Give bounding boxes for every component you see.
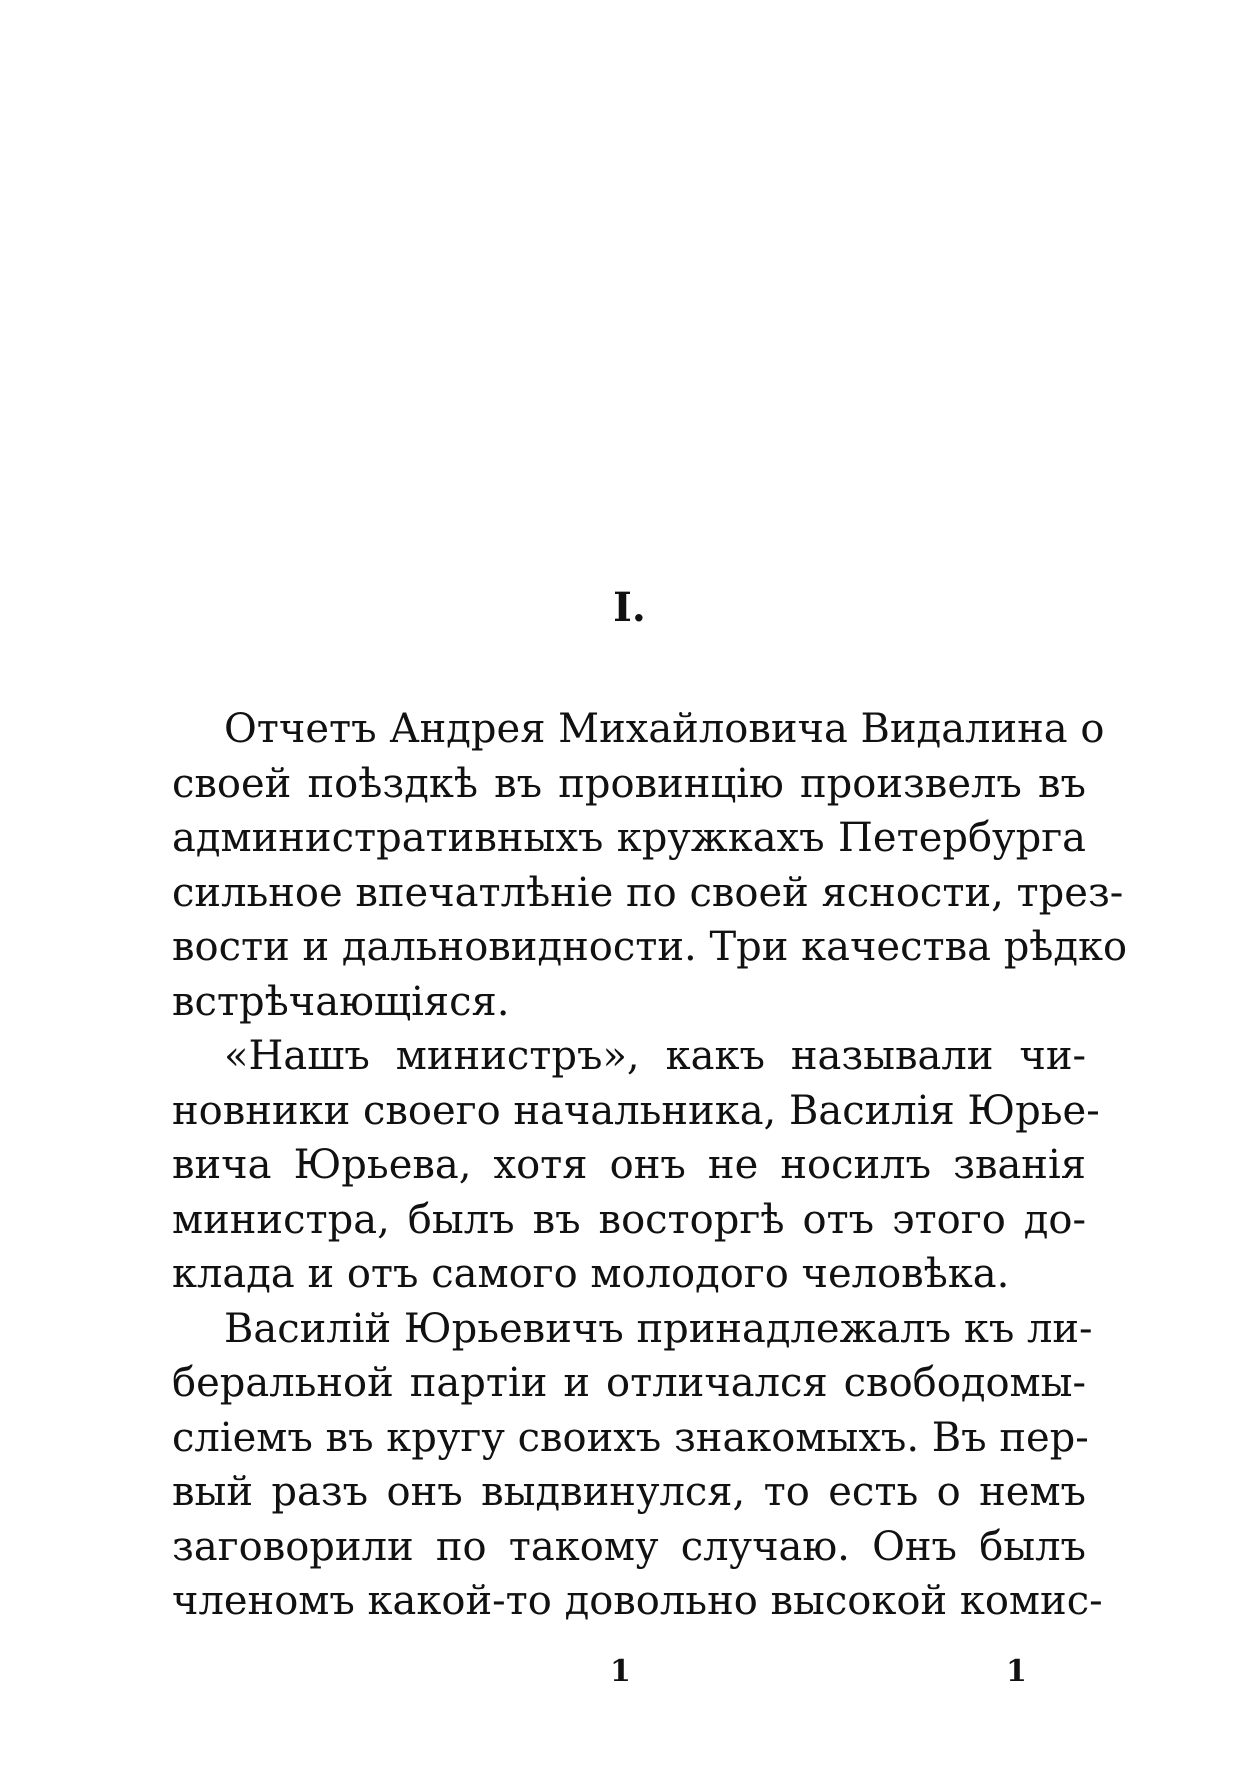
text-line: сліемъ въ кругу своихъ знакомыхъ. Въ пер- (172, 1414, 1089, 1461)
text-line: «Нашъ министръ», какъ называли чи- (224, 1033, 1086, 1079)
text-line: встрѣчающіяся. (172, 978, 510, 1025)
text-line: клада и отъ самого молодого человѣка. (172, 1251, 1010, 1297)
text-line: членомъ какой-то довольно высокой комис- (172, 1578, 1103, 1624)
text-line: беральной партіи и отличался свободомы- (172, 1360, 1086, 1406)
text-line: своей поѣздкѣ въ провинцію произвелъ въ (172, 760, 1086, 807)
text-line: заговорили по такому случаю. Онъ былъ (172, 1523, 1086, 1570)
paragraph-1 (172, 702, 1128, 1029)
body-text (172, 702, 1128, 1629)
page-footer (0, 1654, 1259, 1694)
page-number: 1 (1006, 1654, 1027, 1689)
text-line: Отчетъ Андрея Михайловича Видалина о (224, 706, 1105, 752)
paragraph-3 (172, 1302, 1103, 1629)
text-line: вича Юрьева, хотя онъ не носилъ званія (172, 1142, 1086, 1188)
text-line: новники своего начальника, Василія Юрье- (172, 1087, 1100, 1134)
text-line: вый разъ онъ выдвинулся, то есть о немъ (172, 1469, 1086, 1515)
signature-mark: 1 (610, 1654, 631, 1689)
text-line: вости и дальновидности. Три качества рѣдко (172, 924, 1128, 970)
text-line: министра, былъ въ восторгѣ отъ этого до- (172, 1196, 1086, 1243)
text-line: Василій Юрьевичъ принадлежалъ къ ли- (224, 1305, 1093, 1352)
text-line: сильное впечатлѣніе по своей ясности, трез- (172, 869, 1124, 916)
text-line: административныхъ кружкахъ Петербурга (172, 815, 1086, 861)
chapter-number: I. (613, 584, 646, 631)
paragraph-2 (172, 1029, 1100, 1302)
